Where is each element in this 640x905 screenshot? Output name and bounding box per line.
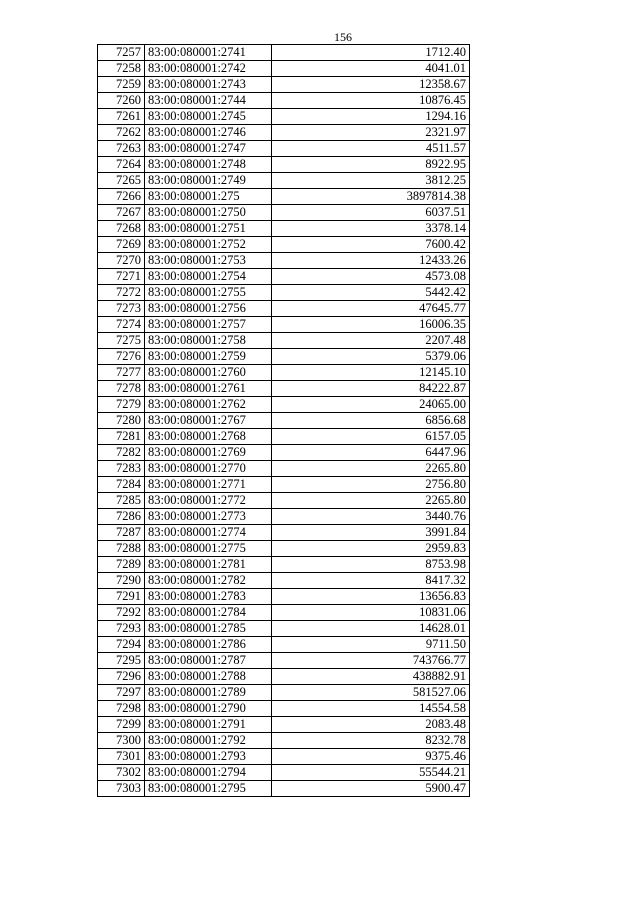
cadastral-number: 83:00:080001:2756: [145, 301, 272, 317]
cadastral-number: 83:00:080001:2786: [145, 637, 272, 653]
cadastral-number: 83:00:080001:2758: [145, 333, 272, 349]
table-row: [98, 429, 470, 445]
table-row: [98, 749, 470, 765]
row-value: 6157.05: [272, 429, 470, 445]
row-number: 7300: [98, 733, 145, 749]
row-value: 2959.83: [272, 541, 470, 557]
row-number: 7303: [98, 781, 145, 797]
table-row: [98, 125, 470, 141]
row-value: 3378.14: [272, 221, 470, 237]
table-row: [98, 189, 470, 205]
cadastral-number: 83:00:080001:2791: [145, 717, 272, 733]
table-row: [98, 413, 470, 429]
row-value: 84222.87: [272, 381, 470, 397]
table-row: [98, 173, 470, 189]
row-value: 4511.57: [272, 141, 470, 157]
cadastral-number: 83:00:080001:2772: [145, 493, 272, 509]
table-row: [98, 605, 470, 621]
table-row: [98, 637, 470, 653]
cadastral-number: 83:00:080001:2774: [145, 525, 272, 541]
row-value: 5379.06: [272, 349, 470, 365]
row-number: 7276: [98, 349, 145, 365]
row-value: 1294.16: [272, 109, 470, 125]
row-number: 7257: [98, 45, 145, 61]
table-row: [98, 157, 470, 173]
table-row: [98, 61, 470, 77]
row-value: 24065.00: [272, 397, 470, 413]
row-number: 7288: [98, 541, 145, 557]
table-row: [98, 45, 470, 61]
row-value: 6447.96: [272, 445, 470, 461]
row-value: 581527.06: [272, 685, 470, 701]
cadastral-number: 83:00:080001:275: [145, 189, 272, 205]
row-number: 7266: [98, 189, 145, 205]
cadastral-number: 83:00:080001:2751: [145, 221, 272, 237]
row-value: 4041.01: [272, 61, 470, 77]
cadastral-number: 83:00:080001:2770: [145, 461, 272, 477]
cadastral-number: 83:00:080001:2782: [145, 573, 272, 589]
row-number: 7297: [98, 685, 145, 701]
row-number: 7302: [98, 765, 145, 781]
table-row: [98, 381, 470, 397]
page-number: 156: [334, 30, 352, 44]
cadastral-number: 83:00:080001:2792: [145, 733, 272, 749]
row-value: 8417.32: [272, 573, 470, 589]
row-number: 7260: [98, 93, 145, 109]
row-value: 3897814.38: [272, 189, 470, 205]
cadastral-number: 83:00:080001:2750: [145, 205, 272, 221]
cadastral-number: 83:00:080001:2771: [145, 477, 272, 493]
row-number: 7268: [98, 221, 145, 237]
row-number: 7280: [98, 413, 145, 429]
row-number: 7294: [98, 637, 145, 653]
table-row: [98, 557, 470, 573]
cadastral-number: 83:00:080001:2775: [145, 541, 272, 557]
cadastral-number: 83:00:080001:2790: [145, 701, 272, 717]
row-value: 8753.98: [272, 557, 470, 573]
row-value: 10831.06: [272, 605, 470, 621]
table-row: [98, 221, 470, 237]
table-body: [98, 45, 470, 797]
cadastral-number: 83:00:080001:2781: [145, 557, 272, 573]
cadastral-number: 83:00:080001:2744: [145, 93, 272, 109]
row-value: 3812.25: [272, 173, 470, 189]
table-row: [98, 701, 470, 717]
cadastral-number: 83:00:080001:2787: [145, 653, 272, 669]
table-row: [98, 77, 470, 93]
row-value: 10876.45: [272, 93, 470, 109]
cadastral-number: 83:00:080001:2795: [145, 781, 272, 797]
table-row: [98, 573, 470, 589]
row-value: 14554.58: [272, 701, 470, 717]
cadastral-number: 83:00:080001:2793: [145, 749, 272, 765]
cadastral-number: 83:00:080001:2747: [145, 141, 272, 157]
cadastral-number: 83:00:080001:2743: [145, 77, 272, 93]
cadastral-number: 83:00:080001:2788: [145, 669, 272, 685]
row-number: 7264: [98, 157, 145, 173]
cadastral-number: 83:00:080001:2745: [145, 109, 272, 125]
row-value: 12433.26: [272, 253, 470, 269]
row-number: 7275: [98, 333, 145, 349]
row-number: 7292: [98, 605, 145, 621]
row-number: 7287: [98, 525, 145, 541]
row-number: 7277: [98, 365, 145, 381]
row-number: 7295: [98, 653, 145, 669]
table-row: [98, 93, 470, 109]
table-row: [98, 621, 470, 637]
table-row: [98, 445, 470, 461]
cadastral-number: 83:00:080001:2755: [145, 285, 272, 301]
row-value: 2265.80: [272, 493, 470, 509]
table-row: [98, 317, 470, 333]
row-number: 7291: [98, 589, 145, 605]
cadastral-number: 83:00:080001:2749: [145, 173, 272, 189]
cadastral-number: 83:00:080001:2789: [145, 685, 272, 701]
row-number: 7274: [98, 317, 145, 333]
row-number: 7298: [98, 701, 145, 717]
row-value: 6856.68: [272, 413, 470, 429]
row-value: 9375.46: [272, 749, 470, 765]
table-row: [98, 237, 470, 253]
row-number: 7299: [98, 717, 145, 733]
row-value: 13656.83: [272, 589, 470, 605]
row-value: 2207.48: [272, 333, 470, 349]
cadastral-number: 83:00:080001:2746: [145, 125, 272, 141]
row-value: 12145.10: [272, 365, 470, 381]
cadastral-number: 83:00:080001:2757: [145, 317, 272, 333]
table-row: [98, 269, 470, 285]
row-value: 3991.84: [272, 525, 470, 541]
table-row: [98, 285, 470, 301]
row-value: 55544.21: [272, 765, 470, 781]
row-number: 7282: [98, 445, 145, 461]
cadastral-number: 83:00:080001:2769: [145, 445, 272, 461]
table-row: [98, 653, 470, 669]
row-number: 7293: [98, 621, 145, 637]
row-value: 438882.91: [272, 669, 470, 685]
cadastral-number: 83:00:080001:2785: [145, 621, 272, 637]
cadastral-number: 83:00:080001:2767: [145, 413, 272, 429]
cadastral-number: 83:00:080001:2748: [145, 157, 272, 173]
row-value: 7600.42: [272, 237, 470, 253]
cadastral-number: 83:00:080001:2794: [145, 765, 272, 781]
table-row: [98, 109, 470, 125]
row-number: 7284: [98, 477, 145, 493]
table-row: [98, 397, 470, 413]
row-number: 7273: [98, 301, 145, 317]
row-value: 8922.95: [272, 157, 470, 173]
row-number: 7262: [98, 125, 145, 141]
row-number: 7265: [98, 173, 145, 189]
table-row: [98, 365, 470, 381]
row-value: 9711.50: [272, 637, 470, 653]
row-number: 7261: [98, 109, 145, 125]
cadastral-number: 83:00:080001:2759: [145, 349, 272, 365]
row-value: 743766.77: [272, 653, 470, 669]
cadastre-table: [97, 44, 470, 797]
cadastral-number: 83:00:080001:2753: [145, 253, 272, 269]
row-number: 7278: [98, 381, 145, 397]
table-row: [98, 205, 470, 221]
row-value: 2756.80: [272, 477, 470, 493]
row-number: 7279: [98, 397, 145, 413]
cadastral-number: 83:00:080001:2761: [145, 381, 272, 397]
row-number: 7290: [98, 573, 145, 589]
table-row: [98, 717, 470, 733]
row-number: 7283: [98, 461, 145, 477]
table-row: [98, 781, 470, 797]
table-row: [98, 477, 470, 493]
row-number: 7281: [98, 429, 145, 445]
cadastral-number: 83:00:080001:2752: [145, 237, 272, 253]
table-row: [98, 589, 470, 605]
cadastral-number: 83:00:080001:2773: [145, 509, 272, 525]
cadastral-number: 83:00:080001:2754: [145, 269, 272, 285]
row-number: 7296: [98, 669, 145, 685]
row-value: 2321.97: [272, 125, 470, 141]
row-value: 2265.80: [272, 461, 470, 477]
table-row: [98, 253, 470, 269]
row-number: 7263: [98, 141, 145, 157]
table-row: [98, 733, 470, 749]
row-value: 16006.35: [272, 317, 470, 333]
cadastral-number: 83:00:080001:2741: [145, 45, 272, 61]
cadastral-number: 83:00:080001:2742: [145, 61, 272, 77]
row-value: 5900.47: [272, 781, 470, 797]
table-row: [98, 541, 470, 557]
table-row: [98, 525, 470, 541]
row-value: 5442.42: [272, 285, 470, 301]
cadastral-number: 83:00:080001:2768: [145, 429, 272, 445]
row-number: 7301: [98, 749, 145, 765]
table-row: [98, 333, 470, 349]
table-row: [98, 765, 470, 781]
row-value: 12358.67: [272, 77, 470, 93]
row-number: 7270: [98, 253, 145, 269]
row-number: 7258: [98, 61, 145, 77]
row-value: 8232.78: [272, 733, 470, 749]
row-value: 14628.01: [272, 621, 470, 637]
cadastral-number: 83:00:080001:2760: [145, 365, 272, 381]
row-value: 1712.40: [272, 45, 470, 61]
table-row: [98, 493, 470, 509]
table-row: [98, 509, 470, 525]
table-row: [98, 349, 470, 365]
table-row: [98, 141, 470, 157]
cadastral-number: 83:00:080001:2784: [145, 605, 272, 621]
row-number: 7259: [98, 77, 145, 93]
row-value: 6037.51: [272, 205, 470, 221]
row-value: 3440.76: [272, 509, 470, 525]
row-number: 7286: [98, 509, 145, 525]
table-row: [98, 301, 470, 317]
row-value: 47645.77: [272, 301, 470, 317]
row-number: 7271: [98, 269, 145, 285]
row-value: 4573.08: [272, 269, 470, 285]
row-number: 7272: [98, 285, 145, 301]
row-number: 7289: [98, 557, 145, 573]
cadastral-number: 83:00:080001:2783: [145, 589, 272, 605]
table-row: [98, 461, 470, 477]
row-number: 7269: [98, 237, 145, 253]
row-value: 2083.48: [272, 717, 470, 733]
row-number: 7267: [98, 205, 145, 221]
table-row: [98, 685, 470, 701]
row-number: 7285: [98, 493, 145, 509]
table-row: [98, 669, 470, 685]
cadastral-number: 83:00:080001:2762: [145, 397, 272, 413]
